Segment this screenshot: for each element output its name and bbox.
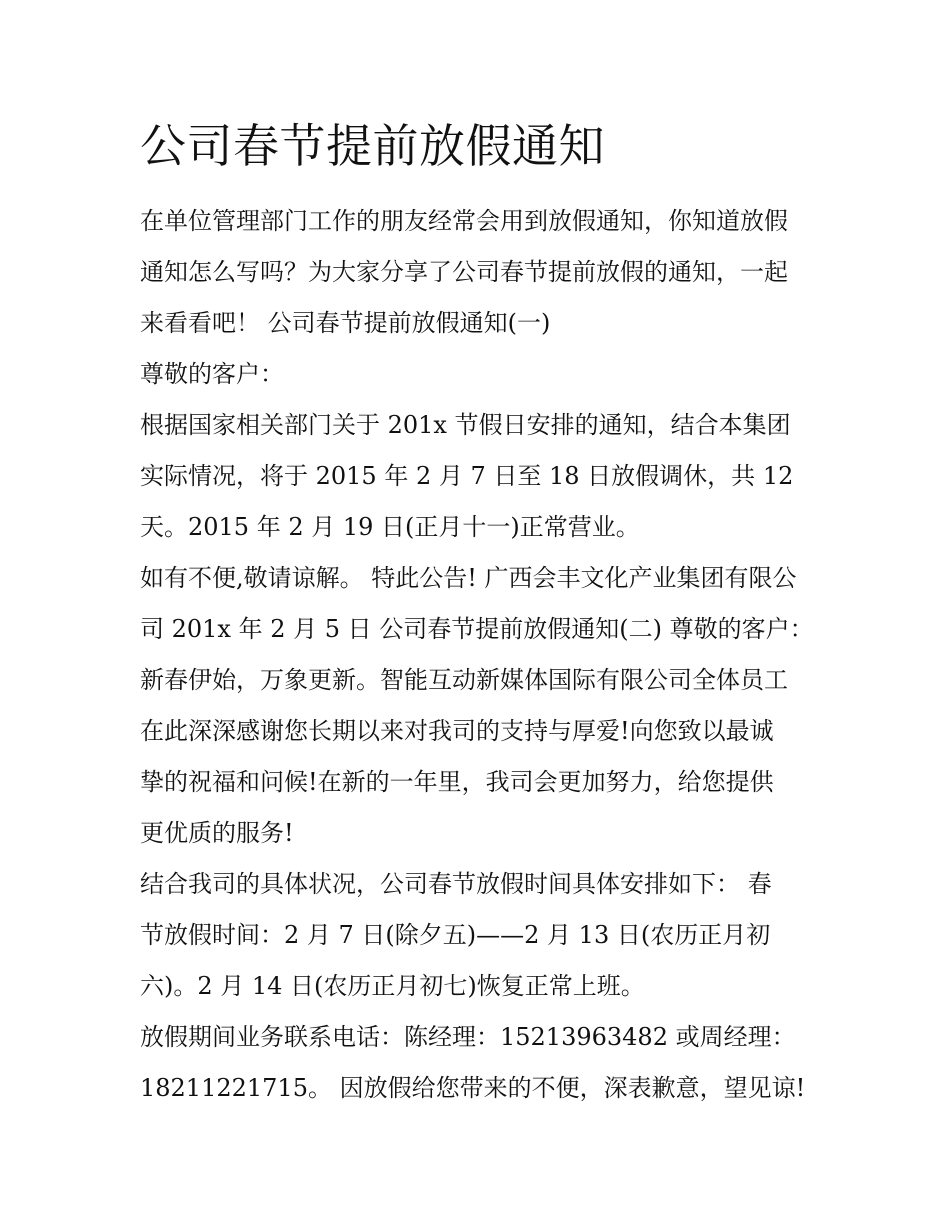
body-line-13: 更优质的服务!: [140, 819, 294, 847]
body-line-8: 如有不便,敬请谅解。 特此公告! 广西会丰文化产业集团有限公: [140, 564, 797, 592]
body-line-11: 在此深深感谢您长期以来对我司的支持与厚爱!向您致以最诚: [140, 717, 774, 745]
body-line-12: 挚的祝福和问候!在新的一年里，我司会更加努力，给您提供: [140, 768, 774, 796]
body-line-15: 节放假时间：2 月 7 日(除夕五)——2 月 13 日(农历正月初: [140, 921, 771, 949]
body-line-2: 通知怎么写吗？为大家分享了公司春节提前放假的通知，一起: [140, 258, 788, 286]
body-line-6: 实际情况，将于 2015 年 2 月 7 日至 18 日放假调休，共 12: [140, 462, 794, 490]
body-line-3: 来看看吧！ 公司春节提前放假通知(一): [140, 309, 551, 337]
body-line-5: 根据国家相关部门关于 201x 节假日安排的通知，结合本集团: [140, 411, 791, 439]
body-line-18: 18211221715。 因放假给您带来的不便，深表歉意，望见谅!: [140, 1074, 806, 1102]
body-line-7: 天。2015 年 2 月 19 日(正月十一)正常营业。: [140, 513, 640, 541]
document-title: 公司春节提前放假通知: [140, 119, 605, 173]
body-line-14: 结合我司的具体状况，公司春节放假时间具体安排如下： 春: [140, 870, 772, 898]
body-line-9: 司 201x 年 2 月 5 日 公司春节提前放假通知(二) 尊敬的客户：: [140, 615, 814, 643]
body-line-16: 六)。2 月 14 日(农历正月初七)恢复正常上班。: [140, 972, 645, 1000]
body-line-1: 在单位管理部门工作的朋友经常会用到放假通知，你知道放假: [140, 207, 788, 235]
body-line-4: 尊敬的客户：: [140, 360, 284, 388]
body-line-10: 新春伊始，万象更新。智能互动新媒体国际有限公司全体员工: [140, 666, 788, 694]
body-line-17: 放假期间业务联系电话：陈经理：15213963482 或周经理：: [140, 1023, 796, 1051]
